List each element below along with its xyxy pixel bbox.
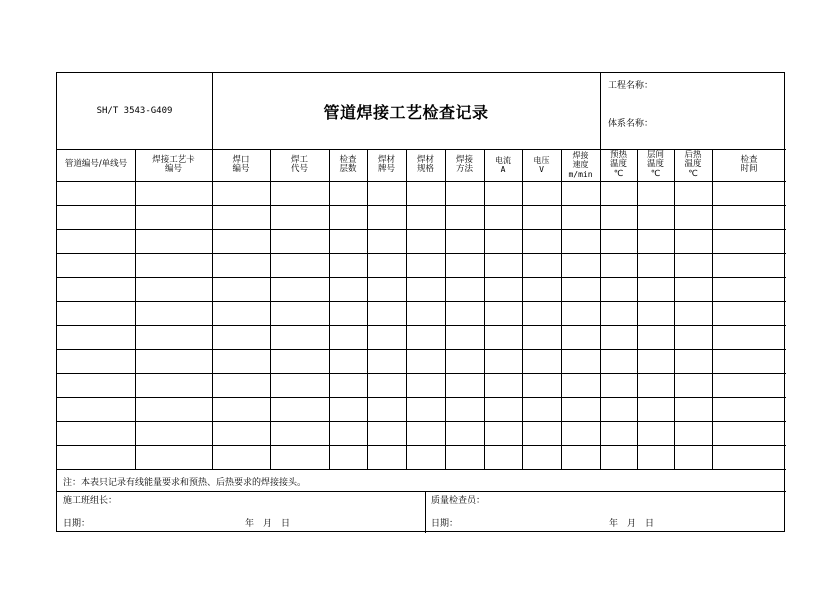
table-cell[interactable] <box>212 181 270 205</box>
table-cell[interactable] <box>270 229 329 253</box>
table-cell[interactable] <box>135 325 212 349</box>
quality-inspector-date-label: 日期： <box>431 519 459 529</box>
table-cell[interactable] <box>674 277 712 301</box>
table-cell[interactable] <box>445 397 484 421</box>
team-leader-date-label: 日期： <box>63 519 91 529</box>
table-cell[interactable] <box>637 349 674 373</box>
table-cell[interactable] <box>270 421 329 445</box>
table-cell[interactable] <box>406 181 445 205</box>
table-cell[interactable] <box>484 349 522 373</box>
table-cell[interactable] <box>600 301 637 325</box>
table-cell[interactable] <box>561 373 600 397</box>
column-header: 管道编号/单线号 <box>64 159 128 170</box>
table-cell[interactable] <box>637 301 674 325</box>
table-cell[interactable] <box>712 325 786 349</box>
table-cell[interactable] <box>484 301 522 325</box>
table-cell[interactable] <box>57 181 135 205</box>
table-cell[interactable] <box>445 325 484 349</box>
table-cell[interactable] <box>445 229 484 253</box>
table-cell[interactable] <box>57 301 135 325</box>
team-leader-date-ymd: 年 月 日 <box>245 519 291 529</box>
table-cell[interactable] <box>270 445 329 469</box>
table-cell[interactable] <box>561 277 600 301</box>
table-cell[interactable] <box>600 181 637 205</box>
table-cell[interactable] <box>367 277 406 301</box>
table-cell[interactable] <box>600 373 637 397</box>
table-cell[interactable] <box>561 397 600 421</box>
table-cell[interactable] <box>329 253 367 277</box>
table-cell[interactable] <box>637 277 674 301</box>
table-cell[interactable] <box>561 181 600 205</box>
table-cell[interactable] <box>135 397 212 421</box>
table-cell[interactable] <box>445 301 484 325</box>
table-cell[interactable] <box>367 181 406 205</box>
table-cell[interactable] <box>367 205 406 229</box>
table-cell[interactable] <box>329 277 367 301</box>
table-cell[interactable] <box>57 421 135 445</box>
table-cell[interactable] <box>484 181 522 205</box>
form-title: 管道焊接工艺检查记录 <box>323 102 489 122</box>
table-cell[interactable] <box>406 349 445 373</box>
column-header: 焊接工艺卡 编号 <box>152 154 195 174</box>
table-cell[interactable] <box>329 325 367 349</box>
table-cell[interactable] <box>445 373 484 397</box>
table-cell[interactable] <box>600 349 637 373</box>
table-cell[interactable] <box>57 229 135 253</box>
table-cell[interactable] <box>674 181 712 205</box>
table-cell[interactable] <box>367 325 406 349</box>
table-cell[interactable] <box>674 421 712 445</box>
table-cell[interactable] <box>270 325 329 349</box>
column-header: 焊口 编号 <box>232 154 250 174</box>
table-cell[interactable] <box>637 205 674 229</box>
table-cell[interactable] <box>212 325 270 349</box>
column-header: 焊接 方法 <box>455 154 473 174</box>
table-cell[interactable] <box>674 205 712 229</box>
table-cell[interactable] <box>600 205 637 229</box>
table-cell[interactable] <box>57 373 135 397</box>
table-cell[interactable] <box>561 325 600 349</box>
column-header: 电压 V <box>533 155 550 174</box>
table-cell[interactable] <box>712 253 786 277</box>
table-cell[interactable] <box>329 301 367 325</box>
table-cell[interactable] <box>135 277 212 301</box>
table-cell[interactable] <box>135 229 212 253</box>
table-cell[interactable] <box>522 181 561 205</box>
table-cell[interactable] <box>329 373 367 397</box>
table-cell[interactable] <box>712 397 786 421</box>
table-cell[interactable] <box>135 445 212 469</box>
table-cell[interactable] <box>270 181 329 205</box>
table-cell[interactable] <box>484 397 522 421</box>
table-cell[interactable] <box>212 277 270 301</box>
table-cell[interactable] <box>712 205 786 229</box>
table-cell[interactable] <box>329 349 367 373</box>
table-cell[interactable] <box>329 181 367 205</box>
table-cell[interactable] <box>522 325 561 349</box>
grid-line <box>425 491 426 533</box>
table-cell[interactable] <box>561 205 600 229</box>
column-header: 预热 温度 ℃ <box>609 149 627 179</box>
table-cell[interactable] <box>484 421 522 445</box>
table-cell[interactable] <box>674 445 712 469</box>
table-cell[interactable] <box>637 373 674 397</box>
table-cell[interactable] <box>445 277 484 301</box>
table-cell[interactable] <box>367 421 406 445</box>
table-cell[interactable] <box>367 397 406 421</box>
table-cell[interactable] <box>406 253 445 277</box>
table-cell[interactable] <box>561 229 600 253</box>
table-cell[interactable] <box>484 229 522 253</box>
table-cell[interactable] <box>674 301 712 325</box>
table-cell[interactable] <box>270 301 329 325</box>
table-cell[interactable] <box>135 301 212 325</box>
table-cell[interactable] <box>212 253 270 277</box>
table-cell[interactable] <box>561 445 600 469</box>
project-name-label: 工程名称： <box>608 81 654 91</box>
table-cell[interactable] <box>212 301 270 325</box>
table-cell[interactable] <box>212 397 270 421</box>
system-name-label: 体系名称： <box>608 119 654 129</box>
table-cell[interactable] <box>212 445 270 469</box>
table-cell[interactable] <box>212 349 270 373</box>
table-cell[interactable] <box>445 253 484 277</box>
column-header: 电流 A <box>495 155 511 174</box>
table-cell[interactable] <box>329 397 367 421</box>
table-cell[interactable] <box>637 181 674 205</box>
table-cell[interactable] <box>561 253 600 277</box>
table-cell[interactable] <box>484 373 522 397</box>
table-cell[interactable] <box>212 205 270 229</box>
grid-line <box>212 73 213 149</box>
table-cell[interactable] <box>522 301 561 325</box>
table-cell[interactable] <box>135 373 212 397</box>
table-cell[interactable] <box>406 205 445 229</box>
table-cell[interactable] <box>712 445 786 469</box>
column-header: 焊接 速度 m/min <box>568 150 593 179</box>
table-cell[interactable] <box>406 277 445 301</box>
table-cell[interactable] <box>674 373 712 397</box>
table-cell[interactable] <box>674 229 712 253</box>
table-cell[interactable] <box>329 445 367 469</box>
table-cell[interactable] <box>600 229 637 253</box>
table-cell[interactable] <box>57 205 135 229</box>
table-cell[interactable] <box>484 205 522 229</box>
table-cell[interactable] <box>57 325 135 349</box>
table-cell[interactable] <box>600 421 637 445</box>
table-cell[interactable] <box>445 205 484 229</box>
table-cell[interactable] <box>522 205 561 229</box>
table-cell[interactable] <box>522 277 561 301</box>
table-cell[interactable] <box>522 253 561 277</box>
table-cell[interactable] <box>270 397 329 421</box>
table-cell[interactable] <box>367 301 406 325</box>
table-cell[interactable] <box>270 277 329 301</box>
table-cell[interactable] <box>445 181 484 205</box>
table-cell[interactable] <box>600 277 637 301</box>
table-cell[interactable] <box>367 349 406 373</box>
table-cell[interactable] <box>329 229 367 253</box>
table-cell[interactable] <box>484 277 522 301</box>
table-cell[interactable] <box>135 205 212 229</box>
standard-code: SH/T 3543-G409 <box>96 106 173 116</box>
table-cell[interactable] <box>367 229 406 253</box>
column-header: 焊材 规格 <box>416 154 434 174</box>
table-cell[interactable] <box>600 397 637 421</box>
table-cell[interactable] <box>674 325 712 349</box>
table-cell[interactable] <box>484 325 522 349</box>
table-cell[interactable] <box>484 445 522 469</box>
table-cell[interactable] <box>406 229 445 253</box>
table-cell[interactable] <box>406 397 445 421</box>
table-cell[interactable] <box>561 421 600 445</box>
table-cell[interactable] <box>406 325 445 349</box>
table-cell[interactable] <box>135 421 212 445</box>
column-header: 焊工 代号 <box>290 154 308 174</box>
table-cell[interactable] <box>522 421 561 445</box>
table-cell[interactable] <box>522 397 561 421</box>
table-cell[interactable] <box>406 421 445 445</box>
table-cell[interactable] <box>57 397 135 421</box>
table-cell[interactable] <box>212 229 270 253</box>
grid-line <box>600 73 601 149</box>
table-cell[interactable] <box>406 445 445 469</box>
table-cell[interactable] <box>367 445 406 469</box>
table-cell[interactable] <box>712 421 786 445</box>
table-cell[interactable] <box>600 325 637 349</box>
table-cell[interactable] <box>712 181 786 205</box>
column-header: 后热 温度 ℃ <box>684 149 702 179</box>
table-cell[interactable] <box>406 373 445 397</box>
table-cell[interactable] <box>445 421 484 445</box>
table-cell[interactable] <box>637 397 674 421</box>
table-cell[interactable] <box>270 253 329 277</box>
table-cell[interactable] <box>445 445 484 469</box>
table-cell[interactable] <box>484 253 522 277</box>
table-cell[interactable] <box>674 253 712 277</box>
table-cell[interactable] <box>561 349 600 373</box>
table-cell[interactable] <box>57 349 135 373</box>
table-cell[interactable] <box>637 325 674 349</box>
table-cell[interactable] <box>712 277 786 301</box>
table-cell[interactable] <box>522 349 561 373</box>
table-cell[interactable] <box>637 445 674 469</box>
table-cell[interactable] <box>329 421 367 445</box>
inspection-record-form <box>56 72 785 532</box>
table-cell[interactable] <box>367 253 406 277</box>
table-cell[interactable] <box>135 181 212 205</box>
table-cell[interactable] <box>522 373 561 397</box>
table-cell[interactable] <box>270 349 329 373</box>
quality-inspector-label: 质量检查员： <box>431 496 486 506</box>
table-cell[interactable] <box>712 349 786 373</box>
column-header: 检查 层数 <box>339 154 357 174</box>
table-cell[interactable] <box>600 253 637 277</box>
table-cell[interactable] <box>57 445 135 469</box>
table-cell[interactable] <box>212 373 270 397</box>
table-cell[interactable] <box>522 229 561 253</box>
table-cell[interactable] <box>212 421 270 445</box>
table-cell[interactable] <box>445 349 484 373</box>
table-note: 注：本表只记录有线能量要求和预热、后热要求的焊接接头。 <box>63 477 307 488</box>
table-cell[interactable] <box>270 205 329 229</box>
table-cell[interactable] <box>674 397 712 421</box>
table-cell[interactable] <box>57 277 135 301</box>
table-cell[interactable] <box>522 445 561 469</box>
table-cell[interactable] <box>674 349 712 373</box>
column-header: 焊材 牌号 <box>377 154 395 174</box>
grid-line <box>57 149 786 150</box>
table-cell[interactable] <box>637 421 674 445</box>
column-header: 检查 时间 <box>740 154 758 174</box>
table-cell[interactable] <box>637 253 674 277</box>
table-cell[interactable] <box>57 253 135 277</box>
table-cell[interactable] <box>135 253 212 277</box>
table-cell[interactable] <box>712 373 786 397</box>
table-cell[interactable] <box>329 205 367 229</box>
table-cell[interactable] <box>600 445 637 469</box>
table-cell[interactable] <box>637 229 674 253</box>
table-cell[interactable] <box>270 373 329 397</box>
table-cell[interactable] <box>712 301 786 325</box>
table-cell[interactable] <box>406 301 445 325</box>
quality-inspector-date-ymd: 年 月 日 <box>609 519 655 529</box>
column-header: 层间 温度 ℃ <box>646 149 664 179</box>
table-cell[interactable] <box>135 349 212 373</box>
team-leader-label: 施工班组长： <box>63 496 118 506</box>
table-cell[interactable] <box>367 373 406 397</box>
table-cell[interactable] <box>561 301 600 325</box>
table-cell[interactable] <box>712 229 786 253</box>
